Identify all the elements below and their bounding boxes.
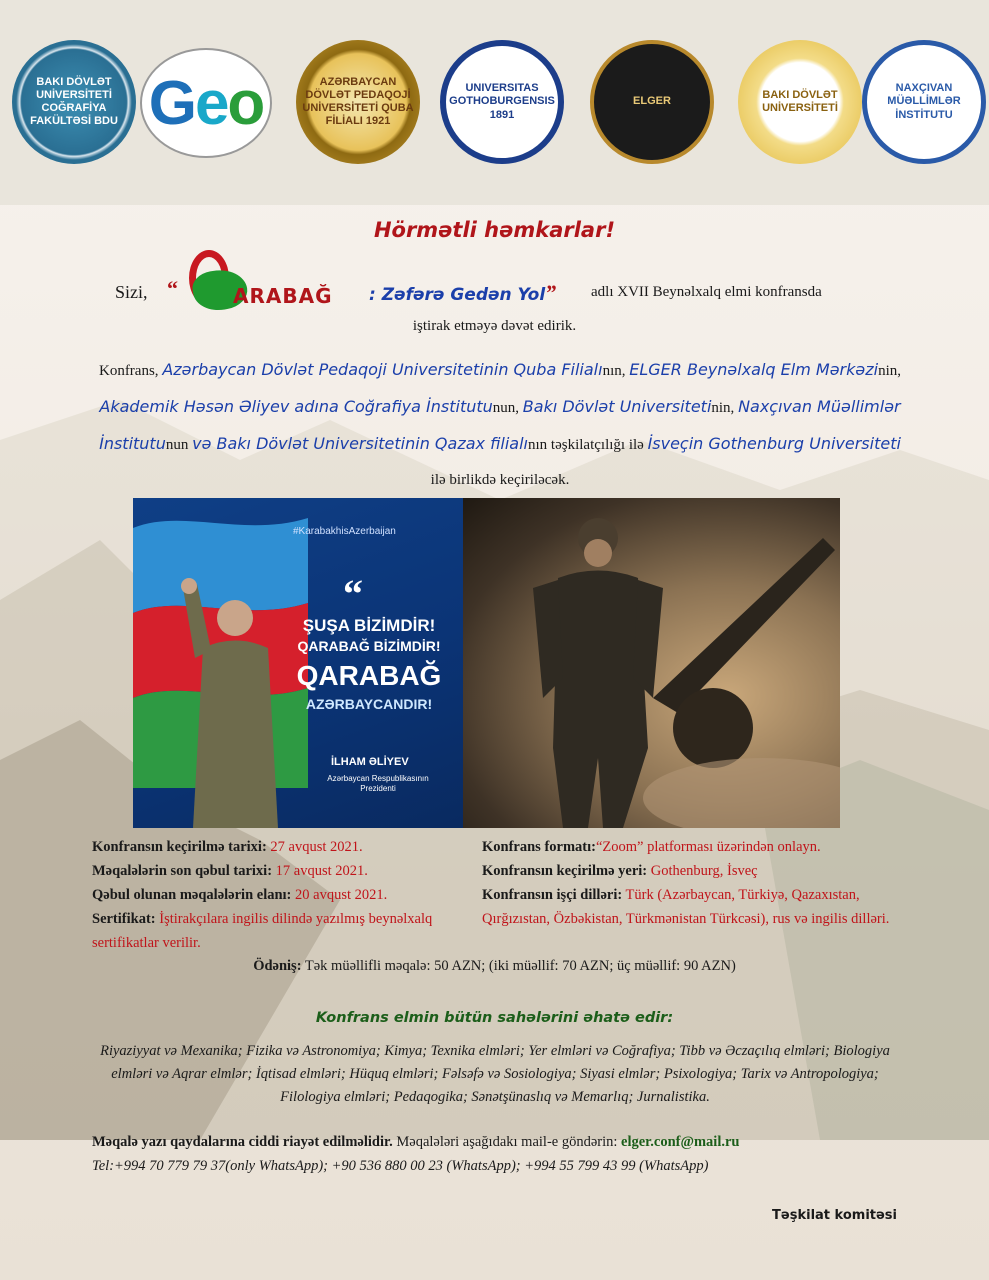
nmi-logo-icon	[862, 40, 986, 164]
detail-label: Məqalələrin son qəbul tarixi:	[92, 863, 273, 879]
soldier-artillery-image	[463, 498, 840, 828]
detail-value: Gothenburg, İsveç	[647, 863, 758, 879]
bdu-geography-logo-icon	[12, 40, 136, 164]
greeting-heading: Hörmətli həmkarlar!	[373, 218, 616, 242]
organizer: və Bakı Dövlət Universitetinin Qazax filialı	[192, 434, 528, 453]
text: Konfrans,	[98, 363, 163, 379]
signature: Təşkilat komitəsi	[772, 1208, 897, 1223]
soldier-artillery-icon	[463, 498, 840, 828]
conference-title: : Zəfərə Gedən Yol	[369, 285, 546, 305]
fee-value: Tək müəllifli məqalə: 50 AZN; (iki müəllif: 70 AZN; üç müəllif: 90 AZN)	[301, 958, 736, 974]
slogan-line-1: ŞUŞA BİZİMDİR!	[302, 616, 436, 635]
detail-value: İştirakçılara ingilis dilində yazılmış beynəlxalq sertifikatlar verilir.	[92, 911, 433, 951]
organizer: Naxçıvan Müəllimlər İnstitutu	[99, 397, 901, 453]
detail-location	[482, 859, 922, 883]
detail-label: Sertifikat:	[92, 911, 156, 927]
poster-quote: “	[343, 571, 363, 616]
logo-text: NAXÇIVAN MÜƏLLİMLƏR İNSTİTUTU	[887, 82, 961, 121]
detail-value: 27 avqust 2021.	[266, 839, 363, 855]
fee-line	[0, 958, 989, 975]
detail-languages	[482, 883, 892, 931]
president-name: İLHAM ƏLİYEV	[331, 756, 409, 768]
detail-announcement	[92, 883, 482, 907]
organizer: İsveçin Gothenburg Universiteti	[647, 434, 901, 453]
logo-text: AZƏRBAYCAN DÖVLƏT PEDAQOJİ UNİVERSİTETİ QUBA FİLİALI 1921	[302, 75, 414, 128]
open-quote: “	[167, 276, 178, 301]
logo-text: BAKI DÖVLƏT UNİVERSİTETİ COĞRAFİYA FAKÜLTƏSİ BDU	[30, 75, 118, 128]
geo-logo-icon	[140, 48, 272, 158]
rules-text: Məqalələri aşağıdakı mail-e göndərin:	[392, 1134, 622, 1150]
text: nin,	[711, 400, 739, 416]
detail-value: “Zoom” platforması üzərindən onlayn.	[595, 839, 821, 855]
conference-name	[369, 280, 556, 306]
organizer: Akademik Həsən Əliyev adına Coğrafiya İnstitutu	[99, 397, 493, 416]
text: ilə birlikdə keçiriləcək.	[430, 472, 570, 488]
invite-adli: adlı XVII Beynəlxalq elmi konfransda	[591, 284, 822, 300]
detail-certificate	[92, 907, 482, 955]
organizer: ELGER Beynəlxalq Elm Mərkəzi	[629, 360, 879, 379]
detail-date	[92, 835, 482, 859]
text: nın,	[602, 363, 630, 379]
detail-value: Türk (Azərbaycan, Türkiyə, Qazaxıstan, Qırğızıstan, Özbəkistan, Türkmənistan Türkcəsi), rus və ingilis dilləri.	[482, 887, 890, 927]
email-link[interactable]: elger.conf@mail.ru	[621, 1134, 740, 1150]
slogan-line-2: QARABAĞ BİZİMDİR!	[297, 638, 441, 654]
details-right	[482, 835, 922, 931]
rules-bold: Məqalə yazı qaydalarına ciddi riayət edilməlidir.	[92, 1134, 393, 1150]
president-poster-image	[133, 498, 463, 828]
adpu-logo-icon	[296, 40, 420, 164]
qarabag-word: ARABAĞ	[233, 284, 333, 308]
phone-line: Tel:+994 70 779 79 37(only WhatsApp); +90 536 880 00 23 (WhatsApp); +994 55 799 43 99 (WhatsApp)	[92, 1158, 709, 1174]
organizer: Azərbaycan Dövlət Pedaqoji Universitetinin Quba Filialı	[162, 360, 603, 379]
close-quote: ”	[545, 280, 557, 305]
logo-text: BAKI DÖVLƏT UNİVERSİTETİ	[762, 88, 838, 114]
details-left	[92, 835, 482, 955]
detail-label: Konfransın keçirilmə yeri:	[482, 863, 648, 879]
elger-logo-icon	[590, 40, 714, 164]
text: nın təşkilatçılığı ilə	[528, 437, 648, 453]
detail-label: Konfransın işçi dilləri:	[482, 887, 623, 903]
gothenburg-logo-icon	[440, 40, 564, 164]
text: nin,	[878, 363, 901, 379]
detail-format	[482, 835, 922, 859]
detail-label: Konfransın keçirilmə tarixi:	[92, 839, 267, 855]
hashtag: #KarabakhisAzerbaijan	[293, 526, 396, 537]
logo-text: UNIVERSITAS GOTHOBURGENSIS 1891	[449, 82, 555, 121]
header-logos	[0, 0, 989, 205]
slogan-line-4: AZƏRBAYCANDIR!	[305, 696, 433, 712]
detail-value: 17 avqust 2021.	[272, 863, 368, 879]
invite-line-2: iştirak etməyə dəvət edirik.	[412, 318, 577, 334]
detail-label: Konfrans formatı:	[482, 839, 596, 855]
detail-value: 20 avqust 2021.	[291, 887, 388, 903]
submission-rules	[92, 1134, 962, 1151]
fee-label: Ödəniş:	[253, 958, 302, 974]
text: nun	[165, 437, 193, 453]
slogan-line-3: QARABAĞ	[296, 660, 442, 691]
bdu-logo-icon	[738, 40, 862, 164]
fields-title: Konfrans elmin bütün sahələrini əhatə edir:	[315, 1010, 674, 1026]
fields-list: Riyaziyyat və Mexanika; Fizika və Astronomiya; Kimya; Texnika elmləri; Yer elmləri və Coğrafiya; Tibb və Əczaçılıq elmləri; Biologiya elmləri və Aqrar elmlər; İqtisad elmləri; Hüquq elmləri; Fəlsəfə və Sosiologiya; Siyasi elmlər; Psixologiya; Tarix və Antropologiya; Filologiya elmləri; Pedaqogika; Sənətşünaslıq və Memarlıq; Jurnalistika.	[100, 1043, 890, 1105]
detail-label: Qəbul olunan məqalələrin elanı:	[92, 887, 292, 903]
logo-text: ELGER	[633, 95, 671, 108]
organizers-paragraph	[90, 352, 910, 498]
geo-logo-text: Geo	[148, 68, 264, 138]
president-figure-icon	[173, 578, 283, 828]
organizer: Bakı Dövlət Universiteti	[522, 397, 712, 416]
president-title: Azərbaycan Respublikasının Prezidenti	[327, 774, 429, 794]
text: nun,	[492, 400, 523, 416]
invite-sizi: Sizi,	[115, 282, 148, 302]
detail-deadline	[92, 859, 482, 883]
